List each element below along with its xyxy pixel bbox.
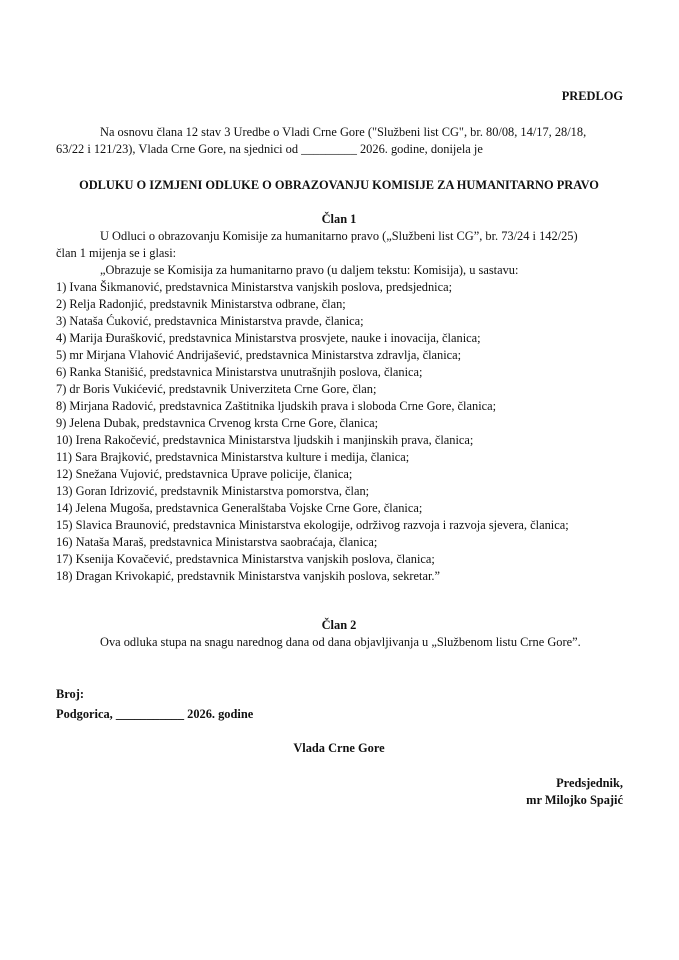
list-item: 13) Goran Idrizović, predstavnik Ministarstva pomorstva, član; (56, 484, 370, 498)
article-2-heading: Član 2 (321, 618, 357, 632)
article-1-line: U Odluci o obrazovanju Komisije za humanitarno pravo („Službeni list CG”, br. 73/24 i 142/25) (100, 229, 578, 243)
article-1-body (56, 228, 626, 585)
document-number-label: Broj: (56, 687, 84, 701)
list-item: 2) Relja Radonjić, predstavnik Ministarstva odbrane, član; (56, 297, 346, 311)
list-item: 5) mr Mirjana Vlahović Andrijašević, predstavnica Ministarstva zdravlja, članica; (56, 348, 462, 362)
list-item: 17) Ksenija Kovačević, predstavnica Ministarstva vanjskih poslova, članica; (56, 552, 435, 566)
list-item: 18) Dragan Krivokapić, predstavnik Ministarstva vanjskih poslova, sekretar.” (56, 569, 441, 583)
list-item: 1) Ivana Šikmanović, predstavnica Ministarstva vanjskih poslova, predsjednica; (56, 280, 453, 294)
article-1-quote-intro: „Obrazuje se Komisija za humanitarno pravo (u daljem tekstu: Komisija), u sastavu: (100, 263, 519, 277)
list-item: 12) Snežana Vujović, predstavnica Uprave policije, članica; (56, 467, 353, 481)
issuing-body: Vlada Crne Gore (293, 741, 385, 755)
preamble-line: Na osnovu člana 12 stav 3 Uredbe o Vladi Crne Gore ("Službeni list CG", br. 80/08, 14/17, 28/18, (100, 125, 587, 139)
list-item: 3) Nataša Ćuković, predstavnica Ministarstva pravde, članica; (56, 314, 364, 328)
member-list (56, 279, 626, 585)
list-item: 7) dr Boris Vukićević, predstavnik Univerziteta Crne Gore, član; (56, 382, 377, 396)
list-item: 16) Nataša Maraš, predstavnica Ministarstva saobraćaja, članica; (56, 535, 378, 549)
list-item: 15) Slavica Braunović, predstavnica Ministarstva ekologije, održivog razvoja i razvoja sjevera, članica; (56, 518, 569, 532)
signatory-title: Predsjednik, (556, 776, 623, 790)
list-item: 4) Marija Đurašković, predstavnica Ministarstva prosvjete, nauke i inovacija, članica; (56, 331, 481, 345)
article-1-line: član 1 mijenja se i glasi: (56, 246, 177, 260)
signature-block (526, 775, 623, 809)
place-date-line: Podgorica, ___________ 2026. godine (56, 707, 254, 721)
proposal-label: PREDLOG (561, 89, 623, 103)
signatory-name: mr Milojko Spajić (526, 793, 623, 807)
decision-title: ODLUKU O IZMJENI ODLUKE O OBRAZOVANJU KOMISIJE ZA HUMANITARNO PRAVO (79, 178, 599, 192)
list-item: 10) Irena Rakočević, predstavnica Ministarstva ljudskih i manjinskih prava, članica; (56, 433, 474, 447)
list-item: 11) Sara Brajković, predstavnica Ministarstva kulture i medija, članica; (56, 450, 410, 464)
preamble (56, 124, 622, 158)
article-1-heading: Član 1 (321, 212, 357, 226)
list-item: 9) Jelena Dubak, predstavnica Crvenog krsta Crne Gore, članica; (56, 416, 379, 430)
preamble-line: 63/22 i 121/23), Vlada Crne Gore, na sjednici od _________ 2026. godine, donijela je (56, 142, 483, 156)
list-item: 14) Jelena Mugoša, predstavnica Generalštaba Vojske Crne Gore, članica; (56, 501, 423, 515)
list-item: 6) Ranka Stanišić, predstavnica Ministarstva unutrašnjih poslova, članica; (56, 365, 423, 379)
list-item: 8) Mirjana Radović, predstavnica Zaštitnika ljudskih prava i sloboda Crne Gore, članica; (56, 399, 497, 413)
article-2-body: Ova odluka stupa na snagu narednog dana od dana objavljivanja u „Službenom listu Crne Gore”. (100, 635, 581, 649)
